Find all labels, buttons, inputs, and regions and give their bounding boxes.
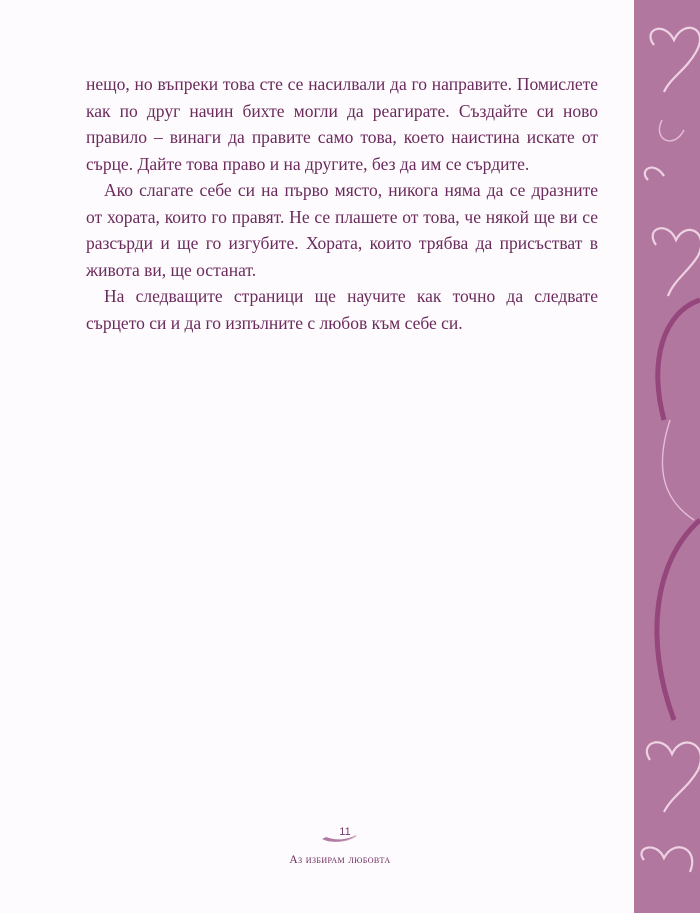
book-title: Аз избирам любовта [289, 854, 391, 866]
paragraph-2: Ако слагате себе си на първо място, никога няма да се дразните от хората, които го правят. Не се плашете от това, че някой ще ви се разсърди и ще го изгубите. Хората, които трябва да присъстват в живота ви, ще останат. [86, 180, 598, 280]
side-band [634, 0, 700, 913]
body-text [86, 71, 598, 336]
hearts-decoration [634, 0, 700, 913]
page-number: 11 [339, 826, 351, 838]
paragraph-3: На следващите страници ще научите как точно да следвате сърцето си и да го изпълните с любов към себе си. [86, 286, 598, 333]
page-footer [250, 822, 430, 866]
paragraph-1: нещо, но въпреки това сте се насилвали да го направите. Помислете как по друг начин бихте могли да реагирате. Създайте си ново правило – винаги да правите само това, което наистина искате от сърце. Дайте това право и на другите, без да им се сърдите. [86, 74, 598, 174]
